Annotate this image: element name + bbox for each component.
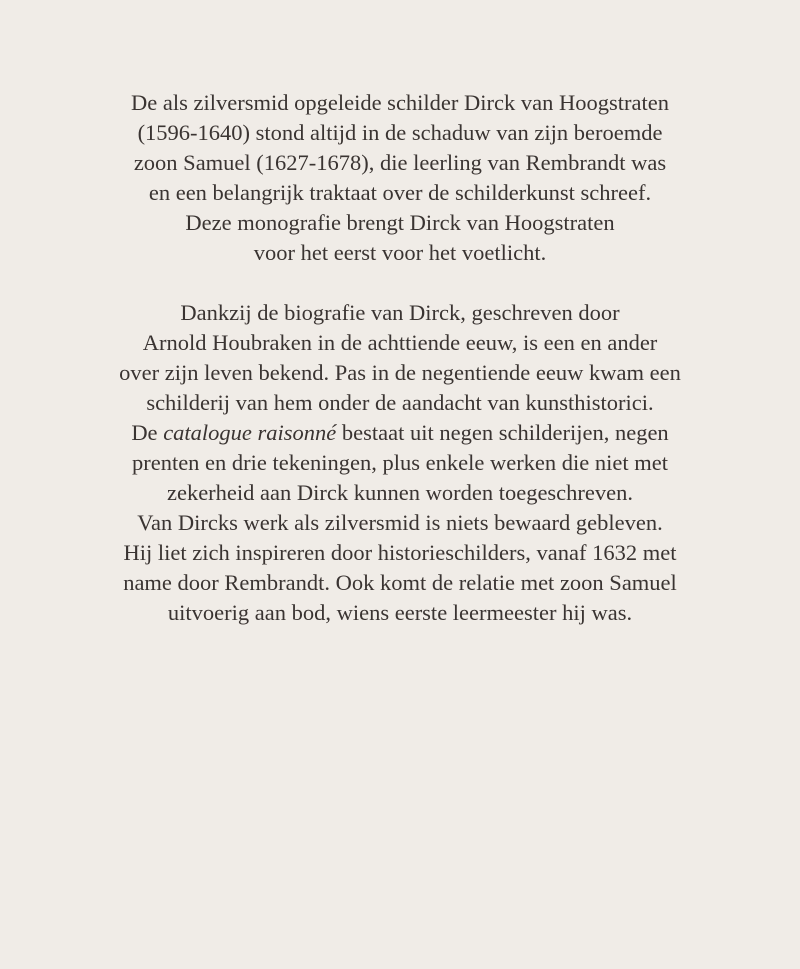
- text-line: over zijn leven bekend. Pas in de negentiende eeuw kwam een: [119, 360, 681, 385]
- catalogue-line-before: De: [131, 420, 164, 445]
- catalogue-line: [0, 418, 800, 448]
- text-line: De als zilversmid opgeleide schilder Dirck van Hoogstraten: [131, 90, 669, 115]
- text-line: (1596-1640) stond altijd in de schaduw van zijn beroemde: [137, 120, 663, 145]
- text-line: prenten en drie tekeningen, plus enkele werken die niet met: [131, 450, 669, 475]
- text-line: Arnold Houbraken in de achttiende eeuw, is een en ander: [142, 330, 658, 355]
- back-cover-text: [0, 88, 800, 658]
- text-line: Dankzij de biografie van Dirck, geschreven door: [180, 300, 620, 325]
- text-line: zekerheid aan Dirck kunnen worden toegeschreven.: [166, 480, 634, 505]
- text-line: zoon Samuel (1627-1678), die leerling van Rembrandt was: [133, 150, 667, 175]
- text-line: voor het eerst voor het voetlicht.: [253, 240, 547, 265]
- text-line: Hij liet zich inspireren door historieschilders, vanaf 1632 met: [123, 540, 677, 565]
- catalogue-line-after: bestaat uit negen schilderijen, negen: [336, 420, 669, 445]
- text-line: name door Rembrandt. Ook komt de relatie met zoon Samuel: [123, 570, 677, 595]
- text-line: en een belangrijk traktaat over de schilderkunst schreef.: [148, 180, 652, 205]
- paragraph-details: [0, 298, 800, 628]
- catalogue-raisonne-italic: catalogue raisonné: [163, 420, 337, 445]
- text-line: schilderij van hem onder de aandacht van kunsthistorici.: [146, 390, 654, 415]
- paragraph-intro: [0, 88, 800, 268]
- text-line: uitvoerig aan bod, wiens eerste leermeester hij was.: [167, 600, 633, 625]
- text-line: Deze monografie brengt Dirck van Hoogstraten: [185, 210, 615, 235]
- text-line: Van Dircks werk als zilversmid is niets bewaard gebleven.: [137, 510, 663, 535]
